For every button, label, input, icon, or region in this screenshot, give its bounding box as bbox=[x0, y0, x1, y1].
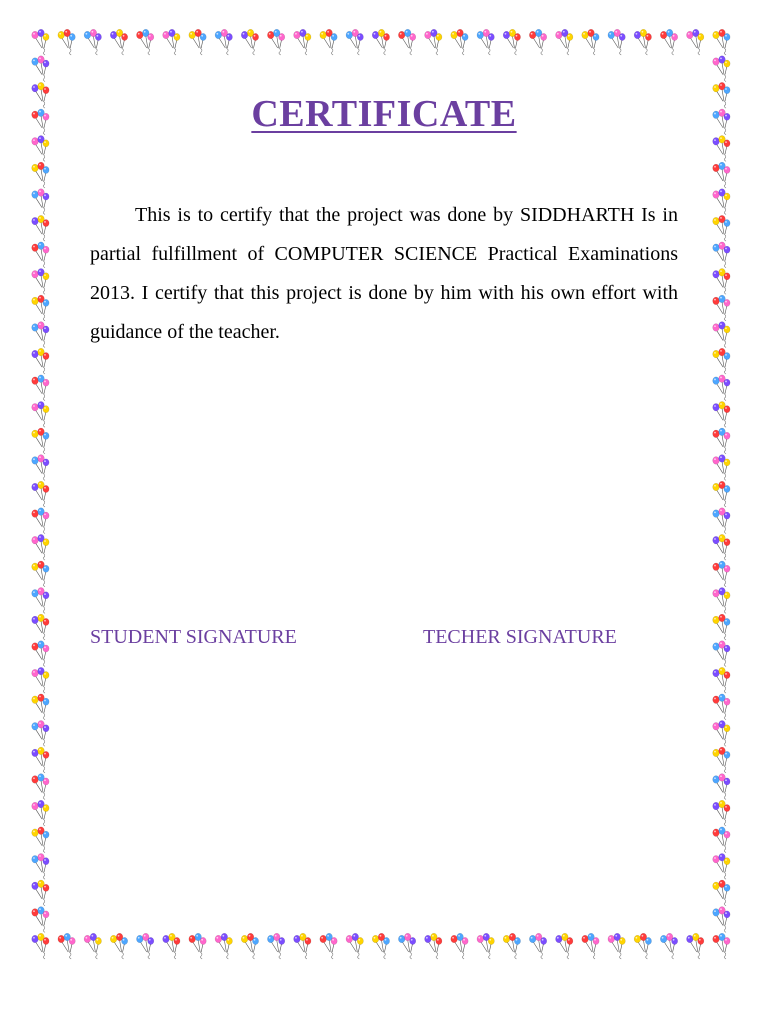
balloon-bunch-icon bbox=[32, 215, 49, 241]
balloon-bunch-icon bbox=[32, 348, 49, 374]
balloon-bunch-icon bbox=[163, 933, 180, 959]
balloon-bunch-icon bbox=[713, 694, 730, 720]
balloon-bunch-icon bbox=[32, 667, 49, 693]
balloon-bunch-icon bbox=[32, 561, 49, 587]
balloon-bunch-icon bbox=[556, 29, 573, 55]
balloon-bunch-icon bbox=[713, 428, 730, 454]
balloon-bunch-icon bbox=[556, 933, 573, 959]
balloon-bunch-icon bbox=[713, 827, 730, 853]
balloon-bunch-icon bbox=[58, 933, 75, 959]
balloon-bunch-icon bbox=[477, 29, 494, 55]
balloon-bunch-icon bbox=[687, 933, 704, 959]
balloon-bunch-icon bbox=[136, 933, 153, 959]
balloon-bunch-icon bbox=[32, 880, 49, 906]
balloon-bunch-icon bbox=[713, 401, 730, 427]
balloon-bunch-icon bbox=[32, 375, 49, 401]
balloon-bunch-icon bbox=[32, 614, 49, 640]
balloon-bunch-icon bbox=[660, 29, 677, 55]
balloon-bunch-icon bbox=[398, 29, 415, 55]
balloon-bunch-icon bbox=[503, 933, 520, 959]
balloon-bunch-icon bbox=[32, 455, 49, 481]
balloon-bunch-icon bbox=[713, 667, 730, 693]
balloon-bunch-icon bbox=[32, 800, 49, 826]
balloon-bunch-icon bbox=[32, 56, 49, 82]
balloon-bunch-icon bbox=[346, 29, 363, 55]
balloon-bunch-icon bbox=[241, 933, 258, 959]
balloon-bunch-icon bbox=[660, 933, 677, 959]
balloon-bunch-icon bbox=[503, 29, 520, 55]
balloon-bunch-icon bbox=[713, 641, 730, 667]
balloon-bunch-icon bbox=[529, 933, 546, 959]
balloon-bunch-icon bbox=[713, 162, 730, 188]
balloon-bunch-icon bbox=[713, 375, 730, 401]
balloon-bunch-icon bbox=[136, 29, 153, 55]
balloon-bunch-icon bbox=[294, 29, 311, 55]
balloon-bunch-icon bbox=[163, 29, 180, 55]
balloon-bunch-icon bbox=[267, 933, 284, 959]
balloon-bunch-icon bbox=[713, 268, 730, 294]
balloon-bunch-icon bbox=[32, 295, 49, 321]
balloon-bunch-icon bbox=[32, 136, 49, 162]
certificate-title-text: CERTIFICATE bbox=[251, 93, 517, 135]
balloon-bunch-icon bbox=[713, 907, 730, 933]
balloon-bunch-icon bbox=[451, 933, 468, 959]
balloon-bunch-icon bbox=[215, 29, 232, 55]
balloon-bunch-icon bbox=[110, 29, 127, 55]
balloon-bunch-icon bbox=[713, 747, 730, 773]
balloon-bunch-icon bbox=[320, 933, 337, 959]
balloon-bunch-icon bbox=[529, 29, 546, 55]
balloon-bunch-icon bbox=[713, 720, 730, 746]
student-signature-label: STUDENT SIGNATURE bbox=[90, 626, 297, 648]
balloon-bunch-icon bbox=[32, 242, 49, 268]
balloon-bunch-icon bbox=[32, 322, 49, 348]
balloon-bunch-icon bbox=[320, 29, 337, 55]
balloon-bunch-icon bbox=[32, 774, 49, 800]
balloon-bunch-icon bbox=[713, 189, 730, 215]
balloon-bunch-icon bbox=[713, 534, 730, 560]
certificate-body: This is to certify that the project was done by SIDDHARTH Is in partial fulfillment of COMPUTER SCIENCE Practical Examinations 2013. I certify that this project is done by him with his own effort with guidance of the teacher. bbox=[90, 204, 678, 343]
balloon-bunch-icon bbox=[32, 508, 49, 534]
balloon-bunch-icon bbox=[713, 800, 730, 826]
balloon-bunch-icon bbox=[713, 348, 730, 374]
balloon-bunch-icon bbox=[32, 641, 49, 667]
balloon-bunch-icon bbox=[713, 880, 730, 906]
balloon-bunch-icon bbox=[713, 295, 730, 321]
teacher-signature-label: TECHER SIGNATURE bbox=[423, 626, 617, 648]
balloon-bunch-icon bbox=[84, 29, 101, 55]
balloon-bunch-icon bbox=[634, 29, 651, 55]
balloon-bunch-icon bbox=[634, 933, 651, 959]
balloon-bunch-icon bbox=[294, 933, 311, 959]
certificate-title bbox=[0, 92, 768, 136]
balloon-bunch-icon bbox=[32, 401, 49, 427]
balloon-bunch-icon bbox=[241, 29, 258, 55]
balloon-bunch-icon bbox=[713, 242, 730, 268]
balloon-bunch-icon bbox=[32, 694, 49, 720]
balloon-bunch-icon bbox=[713, 508, 730, 534]
balloon-bunch-icon bbox=[189, 29, 206, 55]
balloon-bunch-icon bbox=[32, 29, 49, 55]
balloon-bunch-icon bbox=[425, 933, 442, 959]
balloon-bunch-icon bbox=[687, 29, 704, 55]
balloon-bunch-icon bbox=[477, 933, 494, 959]
balloon-bunch-icon bbox=[608, 933, 625, 959]
balloon-bunch-icon bbox=[58, 29, 75, 55]
balloon-bunch-icon bbox=[32, 481, 49, 507]
balloon-bunch-icon bbox=[713, 215, 730, 241]
balloon-bunch-icon bbox=[267, 29, 284, 55]
balloon-bunch-icon bbox=[582, 29, 599, 55]
balloon-bunch-icon bbox=[398, 933, 415, 959]
balloon-bunch-icon bbox=[713, 136, 730, 162]
balloon-bunch-icon bbox=[713, 481, 730, 507]
balloon-bunch-icon bbox=[32, 907, 49, 933]
balloon-bunch-icon bbox=[32, 853, 49, 879]
balloon-bunch-icon bbox=[372, 933, 389, 959]
balloon-bunch-icon bbox=[713, 455, 730, 481]
balloon-bunch-icon bbox=[32, 720, 49, 746]
balloon-bunch-icon bbox=[713, 853, 730, 879]
balloon-bunch-icon bbox=[32, 162, 49, 188]
balloon-bunch-icon bbox=[32, 827, 49, 853]
balloon-bunch-icon bbox=[215, 933, 232, 959]
balloon-bunch-icon bbox=[32, 747, 49, 773]
balloon-bunch-icon bbox=[608, 29, 625, 55]
balloon-bunch-icon bbox=[84, 933, 101, 959]
balloon-bunch-icon bbox=[713, 933, 730, 959]
balloon-bunch-icon bbox=[713, 56, 730, 82]
balloon-bunch-icon bbox=[713, 29, 730, 55]
balloon-bunch-icon bbox=[713, 614, 730, 640]
balloon-bunch-icon bbox=[451, 29, 468, 55]
balloon-bunch-icon bbox=[32, 933, 49, 959]
balloon-bunch-icon bbox=[713, 322, 730, 348]
balloon-bunch-icon bbox=[713, 561, 730, 587]
balloon-bunch-icon bbox=[372, 29, 389, 55]
balloon-bunch-icon bbox=[32, 534, 49, 560]
balloon-bunch-icon bbox=[32, 428, 49, 454]
balloon-bunch-icon bbox=[32, 588, 49, 614]
balloon-bunch-icon bbox=[425, 29, 442, 55]
balloon-bunch-icon bbox=[189, 933, 206, 959]
balloon-bunch-icon bbox=[713, 774, 730, 800]
balloon-bunch-icon bbox=[110, 933, 127, 959]
balloon-bunch-icon bbox=[346, 933, 363, 959]
balloon-bunch-icon bbox=[713, 588, 730, 614]
balloon-bunch-icon bbox=[32, 189, 49, 215]
balloon-bunch-icon bbox=[582, 933, 599, 959]
balloon-bunch-icon bbox=[32, 268, 49, 294]
